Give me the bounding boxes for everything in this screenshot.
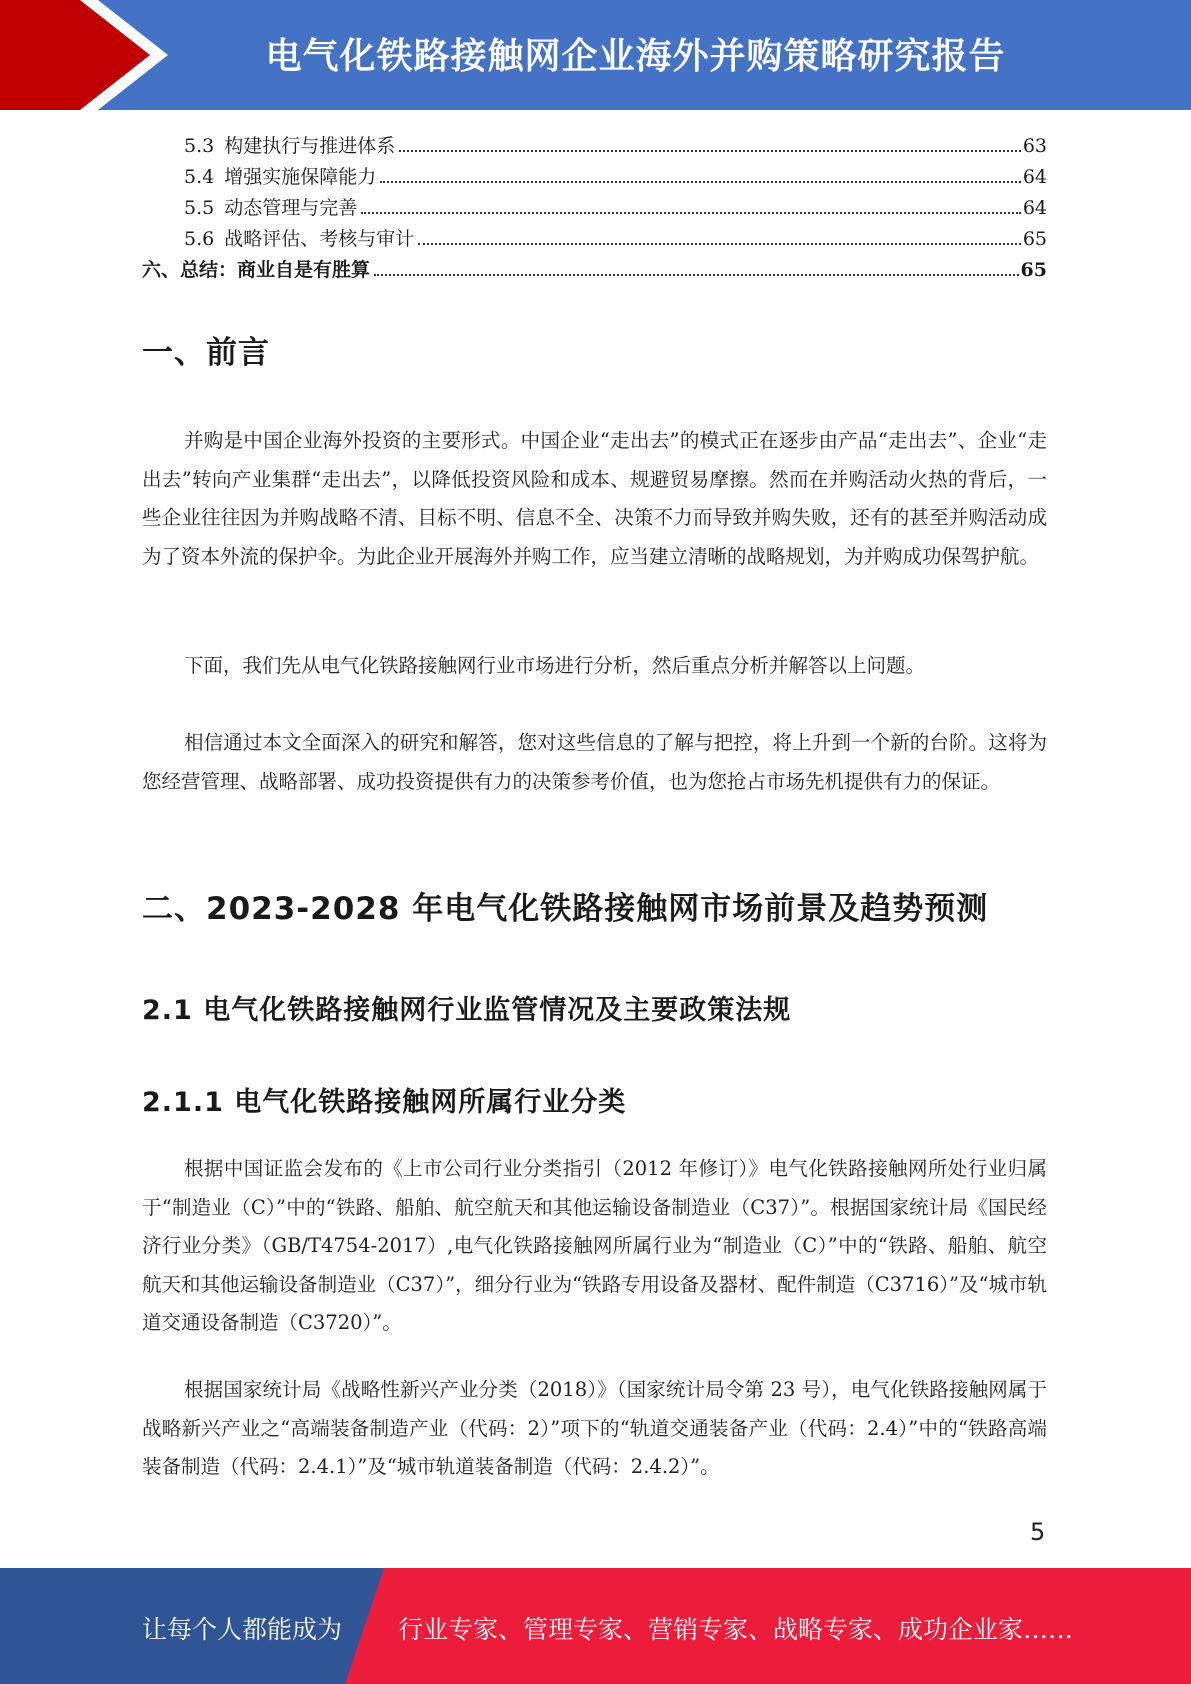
report-title: 电气化铁路接触网企业海外并购策略研究报告: [265, 36, 1006, 77]
toc-entry[interactable]: [142, 131, 1047, 162]
toc-entry-label: 动态管理与完善: [224, 197, 358, 219]
section-heading: 一、前言: [142, 335, 270, 371]
toc-leader-dots: [418, 242, 1021, 245]
toc-entry-label: 增强实施保障能力: [224, 166, 377, 188]
body-paragraph: 根据中国证监会发布的《上市公司行业分类指引（2012 年修订）》电气化铁路接触网所处行业归属于“制造业（C）”中的“铁路、船舶、航空航天和其他运输设备制造业（C37）”。根据国家统计局《国民经济行业分类》（GB/T4754-2017）,电气化铁路接触网所属行业为“制造业（C）”中的“铁路、船舶、航空航天和其他运输设备制造业（C37）”，细分行业为“铁路专用设备及器材、配件制造（C3716）”及“城市轨道交通设备制造（C3720）”。: [142, 1157, 1047, 1334]
page-footer: [0, 1568, 1191, 1684]
toc-entry[interactable]: [142, 193, 1047, 224]
toc-entry[interactable]: [142, 255, 1047, 286]
toc-entry-page: 65: [1022, 228, 1047, 250]
toc-entry-page: 63: [1022, 135, 1047, 157]
page-header: [0, 0, 1191, 110]
footer-slogan-right: 行业专家、管理专家、营销专家、战略专家、成功企业家……: [398, 1615, 1074, 1644]
subsection-heading: 2.1 电气化铁路接触网行业监管情况及主要政策法规: [142, 995, 792, 1026]
toc-leader-dots: [399, 149, 1021, 152]
subsection-heading: 2.1.1 电气化铁路接触网所属行业分类: [142, 1087, 627, 1118]
body-paragraph: 根据国家统计局《战略性新兴产业分类（2018）》（国家统计局令第 23 号），电气化铁路接触网属于战略新兴产业之“高端装备制造产业（代码：2）”项下的“轨道交通装备产业（代码：2.4）”中的“铁路高端装备制造（代码：2.4.1）”及“城市轨道装备制造（代码：2.4.2）”。: [142, 1378, 1047, 1478]
toc-leader-dots: [380, 180, 1021, 183]
toc-entry[interactable]: [142, 224, 1047, 255]
body-paragraph: 下面，我们先从电气化铁路接触网行业市场进行分析，然后重点分析并解答以上问题。: [184, 654, 926, 677]
page-number: 5: [1030, 1518, 1046, 1546]
body-paragraph: 相信通过本文全面深入的研究和解答，您对这些信息的了解与把控，将上升到一个新的台阶。这将为您经营管理、战略部署、成功投资提供有力的决策参考价值，也为您抢占市场先机提供有力的保证。: [142, 731, 1047, 793]
toc-entry-label: 六、总结：商业自是有胜算: [142, 259, 371, 281]
table-of-contents: [142, 131, 1047, 286]
toc-leader-dots: [374, 273, 1019, 276]
toc-entry[interactable]: [142, 162, 1047, 193]
toc-entry-number: 5.6: [184, 228, 215, 250]
toc-leader-dots: [361, 211, 1021, 214]
toc-entry-label: 构建执行与推进体系: [224, 135, 396, 157]
toc-entry-page: 64: [1022, 166, 1047, 188]
toc-entry-number: 5.5: [184, 197, 215, 219]
toc-entry-page: 65: [1020, 259, 1047, 281]
section-heading: 二、2023-2028 年电气化铁路接触网市场前景及趋势预测: [142, 891, 989, 927]
footer-slogan-left: 让每个人都能成为: [142, 1615, 343, 1644]
toc-entry-label: 战略评估、考核与审计: [224, 228, 415, 250]
toc-entry-page: 64: [1022, 197, 1047, 219]
body-paragraph: 并购是中国企业海外投资的主要形式。中国企业“走出去”的模式正在逐步由产品“走出去”、企业“走出去”转向产业集群“走出去”，以降低投资风险和成本、规避贸易摩擦。然而在并购活动火热的背后，一些企业往往因为并购战略不清、目标不明、信息不全、决策不力而导致并购失败，还有的甚至并购活动成为了资本外流的保护伞。为此企业开展海外并购工作，应当建立清晰的战略规划，为并购成功保驾护航。: [142, 429, 1047, 568]
toc-entry-number: 5.4: [184, 166, 215, 188]
toc-entry-number: 5.3: [184, 135, 215, 157]
